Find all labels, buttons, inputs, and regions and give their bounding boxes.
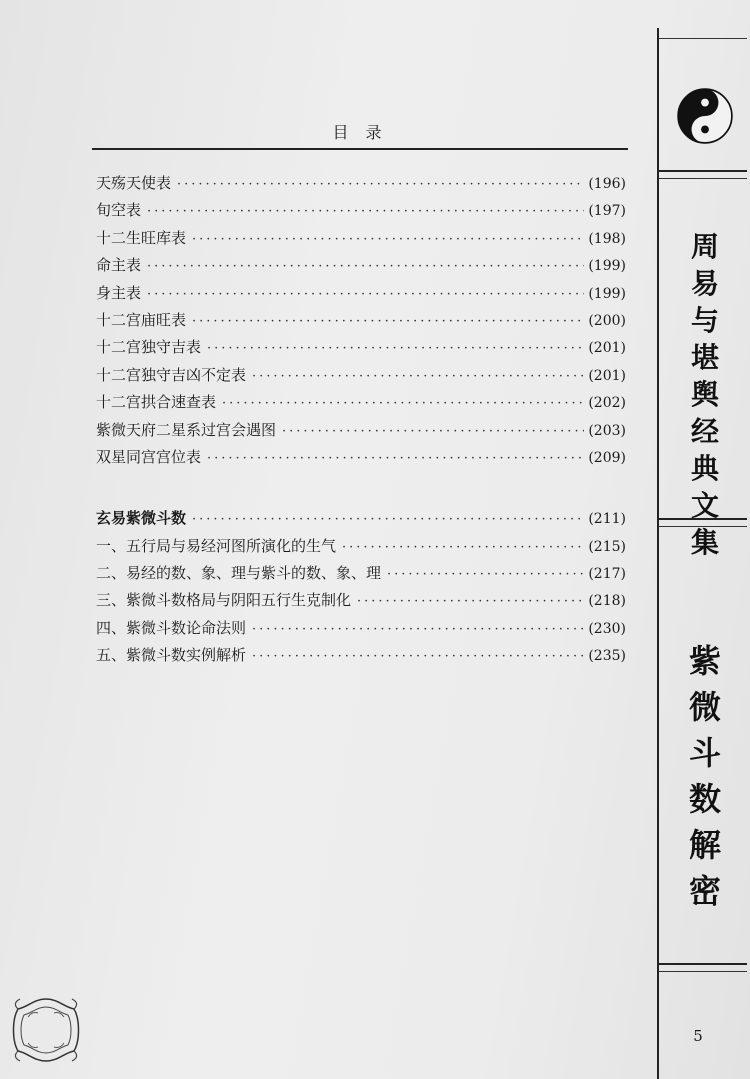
sidebar-rule (659, 526, 747, 527)
toc-entry-page: (203) (588, 422, 626, 439)
toc-leader-dots (207, 445, 584, 472)
sidebar-rule (659, 963, 747, 965)
toc-entry-page: (235) (588, 648, 626, 665)
ornament-frame-icon (8, 995, 84, 1065)
toc-leader-dots (387, 561, 584, 588)
toc-entry-page: (197) (588, 203, 626, 220)
toc-entry-page: (198) (588, 230, 626, 247)
toc-entry-title: 一、五行局与易经河图所演化的生气 (96, 536, 337, 555)
section-gap (96, 471, 626, 505)
series-sidebar (657, 28, 747, 1079)
book-title: 紫 微 斗 数 解 密 (688, 642, 721, 910)
toc-entry-title: 四、紫微斗数论命法则 (96, 618, 247, 637)
toc-entry[interactable] (96, 444, 626, 471)
sidebar-rule (659, 178, 747, 179)
toc-entry[interactable] (96, 587, 626, 614)
sidebar-rule (659, 971, 747, 972)
toc-entry[interactable] (96, 280, 626, 307)
toc-leader-dots (252, 363, 584, 390)
toc-entry[interactable] (96, 362, 626, 389)
toc-leader-dots (282, 418, 584, 445)
toc-leader-dots (192, 226, 584, 253)
taiji-icon (677, 88, 733, 144)
toc-entry[interactable] (96, 252, 626, 279)
toc-entry-page: (209) (588, 449, 626, 466)
toc-entry-title: 旬空表 (96, 201, 142, 220)
toc-entry-title: 命主表 (96, 256, 142, 275)
toc-entry-page: (201) (588, 367, 626, 384)
page-title: 目 录 (332, 123, 388, 142)
toc-entry-page: (201) (588, 340, 626, 357)
toc-entry[interactable] (96, 170, 626, 197)
toc-leader-dots (177, 171, 584, 198)
toc-entry-title: 天殇天使表 (96, 174, 172, 192)
toc-leader-dots (357, 588, 584, 615)
series-title: 周 易 与 堪 舆 经 典 文 集 (690, 230, 719, 559)
toc-entry-page: (217) (588, 566, 626, 583)
toc-entry-page: (215) (588, 538, 626, 555)
toc-entry[interactable] (96, 417, 626, 444)
toc-entry[interactable] (96, 560, 626, 587)
toc-entry[interactable] (96, 334, 626, 361)
toc-leader-dots (342, 534, 584, 561)
toc-entry[interactable] (96, 615, 626, 642)
toc-entry-title: 十二宫庙旺表 (96, 310, 187, 329)
toc-entry-page: (199) (588, 258, 626, 275)
toc-entry-title: 身主表 (96, 283, 142, 302)
toc-entry-title: 二、易经的数、象、理与紫斗的数、象、理 (96, 564, 382, 583)
sidebar-rule (659, 170, 747, 172)
toc-entry-title: 十二宫独守吉凶不定表 (96, 365, 247, 384)
toc-leader-dots (192, 506, 584, 533)
header-divider (92, 148, 628, 150)
sidebar-rule (659, 38, 747, 39)
toc-entry-page: (218) (588, 593, 626, 610)
toc-entry-page: (199) (588, 285, 626, 302)
table-of-contents (96, 170, 626, 670)
toc-leader-dots (207, 335, 584, 362)
toc-leader-dots (222, 390, 584, 417)
toc-entry-title: 五、紫微斗数实例解析 (96, 646, 247, 665)
toc-leader-dots (252, 616, 584, 643)
toc-entry-page: (230) (588, 620, 626, 637)
toc-entry-page: (200) (588, 312, 626, 329)
toc-leader-dots (252, 643, 584, 670)
sidebar-rule (659, 518, 747, 520)
toc-entry[interactable] (96, 307, 626, 334)
toc-section-heading[interactable] (96, 505, 626, 532)
toc-leader-dots (147, 198, 584, 225)
toc-leader-dots (192, 308, 584, 335)
toc-entry-page: (211) (588, 511, 626, 528)
toc-entry[interactable] (96, 225, 626, 252)
toc-entry-title: 紫微天府二星系过宫会遇图 (96, 420, 277, 439)
toc-entry-title: 双星同宫宫位表 (96, 447, 202, 466)
toc-entry-page: (196) (588, 176, 626, 192)
toc-entry[interactable] (96, 533, 626, 560)
toc-entry-title: 三、紫微斗数格局与阴阳五行生克制化 (96, 591, 352, 610)
toc-entry-title: 十二宫独守吉表 (96, 338, 202, 357)
toc-entry-title: 十二生旺库表 (96, 228, 187, 247)
toc-leader-dots (147, 281, 584, 308)
page-number: 5 (693, 1027, 703, 1045)
toc-entry[interactable] (96, 197, 626, 224)
toc-leader-dots (147, 253, 584, 280)
toc-entry-page: (202) (588, 395, 626, 412)
toc-entry-title: 十二宫拱合速查表 (96, 393, 217, 412)
toc-entry[interactable] (96, 389, 626, 416)
toc-entry-title: 玄易紫微斗数 (96, 509, 187, 528)
toc-entry[interactable] (96, 642, 626, 669)
